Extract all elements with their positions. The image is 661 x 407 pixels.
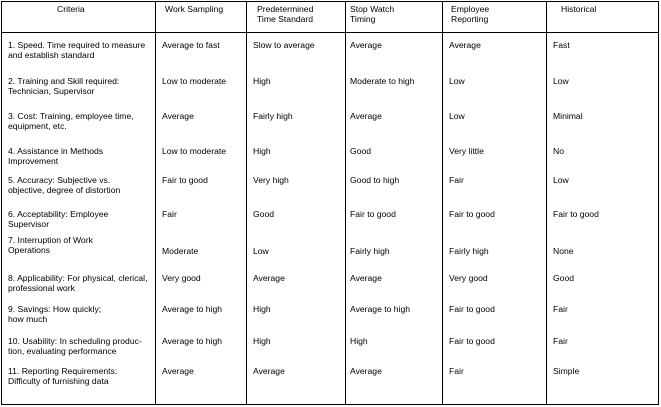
cell-stop-watch-timing: [346, 266, 443, 297]
rating-text: Low: [553, 174, 569, 185]
cell-work-sampling: [156, 202, 247, 232]
rating-text: Low: [449, 75, 465, 86]
cell-historical: [547, 168, 659, 202]
cell-historical: [547, 69, 659, 104]
cell-predetermined-time-standard: [247, 359, 346, 405]
rating-text: Very high: [253, 174, 289, 185]
cell-predetermined-time-standard: [247, 69, 346, 104]
cell-criteria: [2, 202, 156, 232]
rating-text: Fair to good: [449, 303, 495, 314]
cell-predetermined-time-standard: [247, 329, 346, 359]
table-row: [2, 104, 659, 139]
rating-text: Fairly high: [449, 245, 489, 256]
criteria-text: 5. Accuracy: Subjective vs. objective, degree of distortion: [8, 174, 121, 195]
cell-historical: [547, 329, 659, 359]
rating-text: Fair: [162, 208, 177, 219]
cell-work-sampling: [156, 359, 247, 405]
rating-text: Fair to good: [449, 208, 495, 219]
rating-text: Moderate: [162, 245, 199, 256]
header-historical: Historical: [547, 2, 659, 33]
rating-text: Fast: [553, 40, 570, 50]
rating-text: Average to high: [162, 335, 223, 346]
rating-text: High: [253, 145, 271, 156]
cell-employee-reporting: [443, 139, 547, 168]
cell-criteria: [2, 297, 156, 329]
rating-text: Good: [253, 208, 275, 219]
rating-text: High: [253, 335, 271, 346]
cell-criteria: [2, 232, 156, 266]
cell-historical: [547, 232, 659, 266]
table-row: [2, 359, 659, 405]
cell-historical: [547, 139, 659, 168]
rating-text: Low: [449, 110, 465, 121]
header-row: [2, 2, 659, 33]
rating-text: Fair to good: [449, 335, 495, 346]
criteria-text: 2. Training and Skill required: Technician, Supervisor: [8, 75, 120, 96]
rating-text: Average: [253, 365, 285, 376]
rating-text: Low to moderate: [162, 145, 227, 156]
criteria-text: 9. Savings: How quickly; how much: [8, 303, 102, 324]
cell-employee-reporting: [443, 104, 547, 139]
criteria-text: 11. Reporting Requirements: Difficulty of furnishing data: [8, 365, 118, 386]
cell-predetermined-time-standard: [247, 139, 346, 168]
cell-historical: [547, 297, 659, 329]
header-employee-reporting: Employee Reporting: [443, 2, 547, 33]
rating-text: Fairly high: [253, 110, 293, 121]
cell-predetermined-time-standard: [247, 33, 346, 69]
rating-text: Fairly high: [350, 245, 390, 256]
rating-text: No: [553, 145, 564, 156]
rating-text: Fair to good: [162, 174, 208, 185]
cell-employee-reporting: [443, 232, 547, 266]
cell-work-sampling: [156, 69, 247, 104]
criteria-text: 7. Interruption of Work Operations: [8, 234, 93, 255]
rating-text: Fair to good: [350, 208, 396, 219]
cell-work-sampling: [156, 266, 247, 297]
rating-text: Low to moderate: [162, 75, 227, 86]
table-row: [2, 329, 659, 359]
cell-employee-reporting: [443, 359, 547, 405]
cell-criteria: [2, 139, 156, 168]
cell-criteria: [2, 266, 156, 297]
cell-employee-reporting: [443, 168, 547, 202]
cell-predetermined-time-standard: [247, 168, 346, 202]
table-row: [2, 168, 659, 202]
cell-work-sampling: [156, 33, 247, 69]
cell-stop-watch-timing: [346, 232, 443, 266]
cell-criteria: [2, 69, 156, 104]
criteria-text: 4. Assistance in Methods Improvement: [8, 145, 104, 166]
cell-work-sampling: [156, 232, 247, 266]
cell-historical: [547, 202, 659, 232]
rating-text: Moderate to high: [350, 75, 415, 86]
header-predetermined-time-standard: Predetermined Time Standard: [247, 2, 346, 33]
rating-text: Good to high: [350, 174, 400, 185]
cell-stop-watch-timing: [346, 297, 443, 329]
cell-employee-reporting: [443, 202, 547, 232]
rating-text: Average: [350, 40, 382, 50]
cell-criteria: [2, 104, 156, 139]
cell-work-sampling: [156, 168, 247, 202]
cell-criteria: [2, 168, 156, 202]
rating-text: Average: [449, 40, 481, 50]
rating-text: Average: [350, 272, 382, 283]
cell-work-sampling: [156, 329, 247, 359]
criteria-text: 10. Usability: In scheduling produc- tion, evaluating performance: [8, 335, 142, 356]
cell-employee-reporting: [443, 33, 547, 69]
rating-text: Average: [350, 110, 382, 121]
cell-historical: [547, 104, 659, 139]
table-row: [2, 33, 659, 69]
cell-work-sampling: [156, 139, 247, 168]
cell-stop-watch-timing: [346, 104, 443, 139]
cell-employee-reporting: [443, 69, 547, 104]
cell-historical: [547, 33, 659, 69]
rating-text: Fair to good: [553, 208, 599, 219]
rating-text: Simple: [553, 365, 580, 376]
table-row: [2, 139, 659, 168]
criteria-text: 6. Acceptability: Employee Supervisor: [8, 208, 109, 229]
table-row: [2, 297, 659, 329]
criteria-text: 3. Cost: Training, employee time, equipment, etc.: [8, 110, 134, 131]
cell-employee-reporting: [443, 266, 547, 297]
rating-text: Average: [350, 365, 382, 376]
cell-stop-watch-timing: [346, 359, 443, 405]
cell-predetermined-time-standard: [247, 104, 346, 139]
cell-employee-reporting: [443, 297, 547, 329]
rating-text: High: [350, 335, 368, 346]
rating-text: Fair: [449, 365, 464, 376]
header-criteria: Criteria: [2, 2, 156, 33]
rating-text: Average: [253, 272, 285, 283]
table-row: [2, 69, 659, 104]
rating-text: Very little: [449, 145, 484, 156]
cell-stop-watch-timing: [346, 69, 443, 104]
cell-criteria: [2, 329, 156, 359]
table-row: [2, 232, 659, 266]
criteria-text: 8. Applicability: For physical, clerical, professional work: [8, 272, 148, 293]
rating-text: Very good: [449, 272, 488, 283]
cell-work-sampling: [156, 297, 247, 329]
cell-stop-watch-timing: [346, 139, 443, 168]
cell-predetermined-time-standard: [247, 297, 346, 329]
rating-text: Average to high: [162, 303, 223, 314]
cell-criteria: [2, 359, 156, 405]
rating-text: None: [553, 245, 574, 256]
rating-text: High: [253, 303, 271, 314]
cell-predetermined-time-standard: [247, 232, 346, 266]
rating-text: Good: [350, 145, 372, 156]
rating-text: Average: [162, 110, 194, 121]
rating-text: Average to fast: [162, 40, 220, 50]
header-stop-watch-timing: Stop Watch Timing: [346, 2, 443, 33]
cell-stop-watch-timing: [346, 168, 443, 202]
cell-work-sampling: [156, 104, 247, 139]
rating-text: Minimal: [553, 110, 583, 121]
cell-historical: [547, 266, 659, 297]
criteria-text: 1. Speed. Time required to measure and establish standard: [8, 40, 146, 60]
cell-historical: [547, 359, 659, 405]
cell-stop-watch-timing: [346, 202, 443, 232]
cell-criteria: [2, 33, 156, 69]
cell-predetermined-time-standard: [247, 266, 346, 297]
rating-text: High: [253, 75, 271, 86]
rating-text: Fair: [553, 335, 568, 346]
rating-text: Good: [553, 272, 575, 283]
rating-text: Low: [553, 75, 569, 86]
work-measurement-comparison-table: [1, 1, 659, 405]
rating-text: Fair: [553, 303, 568, 314]
rating-text: Average to high: [350, 303, 411, 314]
cell-stop-watch-timing: [346, 33, 443, 69]
cell-employee-reporting: [443, 329, 547, 359]
rating-text: Slow to average: [253, 40, 315, 50]
rating-text: Average: [162, 365, 194, 376]
rating-text: Fair: [449, 174, 464, 185]
rating-text: Low: [253, 245, 269, 256]
rating-text: Very good: [162, 272, 201, 283]
cell-stop-watch-timing: [346, 329, 443, 359]
cell-predetermined-time-standard: [247, 202, 346, 232]
table-row: [2, 202, 659, 232]
table-row: [2, 266, 659, 297]
table-body: [2, 33, 659, 405]
header-work-sampling: Work Sampling: [156, 2, 247, 33]
